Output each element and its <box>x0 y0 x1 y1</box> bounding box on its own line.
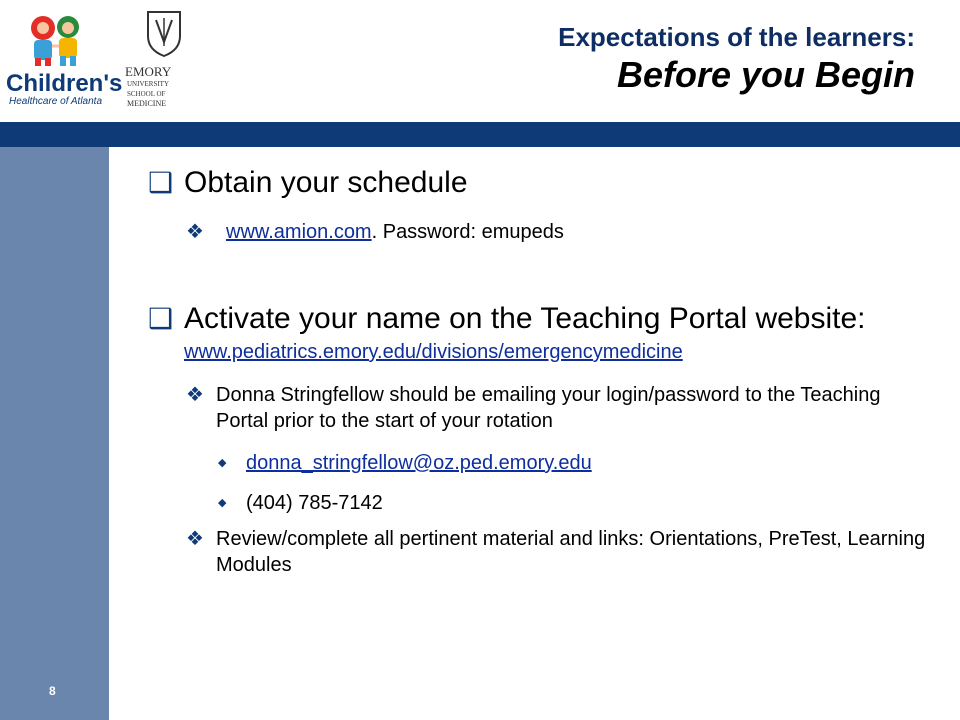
bullet-email <box>218 450 938 476</box>
bullet-obtain-schedule: ❑ Obtain your schedule <box>148 166 468 199</box>
amion-link[interactable]: www.amion.com <box>226 221 372 243</box>
small-diamond-bullet-icon: ◆ <box>218 457 227 469</box>
diamond-bullet-icon: ❖ <box>186 384 204 406</box>
bullet-activate-name: ❑ Activate your name on the Teaching Portal website: <box>148 302 866 335</box>
portal-url <box>184 341 938 364</box>
slide-title <box>558 20 915 96</box>
checkbox-bullet-icon: ❑ <box>148 303 174 334</box>
svg-text:MEDICINE: MEDICINE <box>127 99 167 108</box>
left-sidebar <box>0 147 109 720</box>
svg-text:Healthcare of Atlanta: Healthcare of Atlanta <box>9 96 103 107</box>
teaching-portal-link[interactable]: www.pediatrics.emory.edu/divisions/emergencymedicine <box>184 341 683 363</box>
bullet-review: ❖ Review/complete all pertinent material and links: Orientations, PreTest, Learning Modules <box>186 528 926 576</box>
slide-number: 8 <box>49 684 56 698</box>
slide-content <box>148 165 938 578</box>
svg-text:SCHOOL OF: SCHOOL OF <box>127 90 166 98</box>
title-line-1: Expectations of the learners: <box>558 22 915 52</box>
emory-logo <box>125 6 200 112</box>
email-link[interactable]: donna_stringfellow@oz.ped.emory.edu <box>246 452 592 474</box>
bullet-amion: ❖ www.amion.com. Password: emupeds <box>186 221 564 243</box>
small-diamond-bullet-icon: ◆ <box>218 497 227 509</box>
svg-text:Children's: Children's <box>6 70 123 97</box>
bullet-donna: ❖ Donna Stringfellow should be emailing your login/password to the Teaching Portal prior to the start of your rotation <box>186 384 881 432</box>
header-bar <box>0 122 960 147</box>
diamond-bullet-icon: ❖ <box>186 528 204 550</box>
bullet-phone: ◆ (404) 785-7142 <box>218 492 383 514</box>
svg-text:UNIVERSITY: UNIVERSITY <box>127 80 169 88</box>
diamond-bullet-icon: ❖ <box>186 221 204 243</box>
checkbox-bullet-icon: ❑ <box>148 167 174 198</box>
svg-text:EMORY: EMORY <box>125 64 172 79</box>
title-line-2: Before you Begin <box>616 54 915 95</box>
